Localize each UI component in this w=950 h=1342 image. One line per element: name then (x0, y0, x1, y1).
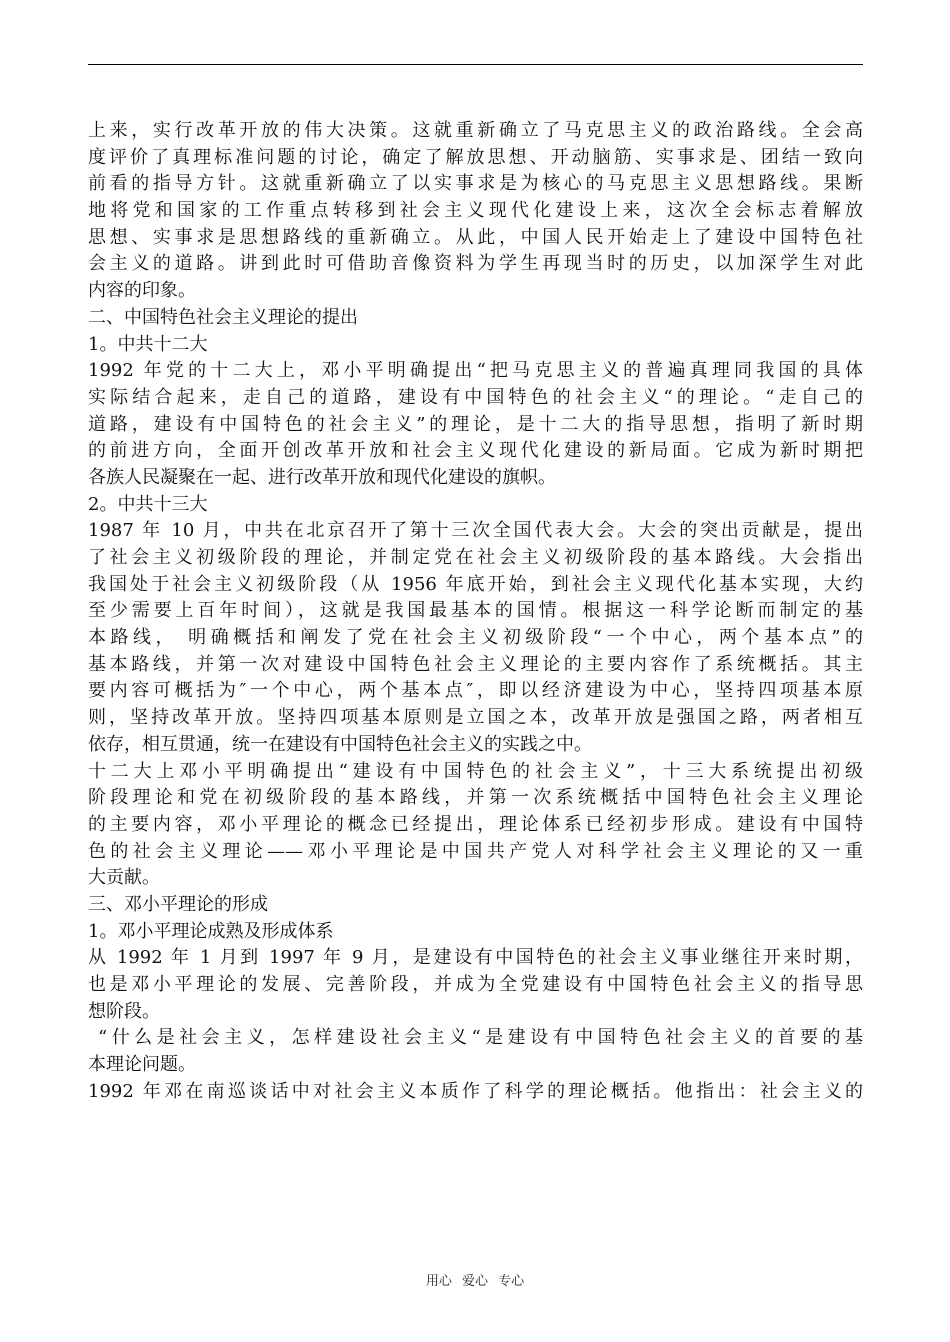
document-body (88, 118, 863, 1105)
text-line: 大贡献。 (88, 867, 160, 889)
text-line: 2。中共十三大 (88, 493, 208, 515)
text-line: 二、中国特色社会主义理论的提出 (88, 306, 358, 328)
header-rule (88, 64, 863, 65)
text-line: 1992 年邓在南巡谈话中对社会主义本质作了科学的理论概括。他指出：社会主义的 (88, 1080, 863, 1102)
text-line: 道路，建设有中国特色的社会主义”的理论，是十二大的指导思想，指明了新时期 (88, 413, 863, 435)
text-line: 想阶段。 (88, 1000, 160, 1022)
text-line: 内容的印象。 (88, 280, 196, 302)
text-line: 十二大上邓小平明确提出“建设有中国特色的社会主义”，十三大系统提出初级 (88, 760, 863, 782)
text-line: 地将党和国家的工作重点转移到社会主义现代化建设上来，这次全会标志着解放 (88, 200, 863, 222)
text-line: 基本路线，并第一次对建设中国特色社会主义理论的主要内容作了系统概括。其主 (88, 653, 863, 675)
text-line: 了社会主义初级阶段的理论，并制定党在社会主义初级阶段的基本路线。大会指出 (88, 547, 863, 568)
text-line: 则，坚持改革开放。坚持四项基本原则是立国之本，改革开放是强国之路，两者相互 (88, 707, 863, 729)
text-line: 从 1992 年 1 月到 1997 年 9 月，是建设有中国特色的社会主义事业继往开来时期， (88, 947, 863, 969)
text-line: 各族人民凝聚在一起、进行改革开放和现代化建设的旗帜。 (88, 466, 556, 488)
text-line: 三、邓小平理论的形成 (88, 893, 268, 915)
page-footer: 用心 爱心 专心 (425, 1274, 525, 1289)
text-line: 依存，相互贯通，统一在建设有中国特色社会主义的实践之中。 (88, 733, 592, 755)
text-line: 的主要内容，邓小平理论的概念已经提出，理论体系已经初步形成。建设有中国特 (88, 813, 863, 835)
text-line: 1。邓小平理论成熟及形成体系 (88, 920, 334, 942)
text-line: 实际结合起来，走自己的道路，建设有中国特色的社会主义“的理论。“走自己的 (88, 386, 863, 408)
text-line: 1。中共十二大 (88, 333, 208, 355)
text-line: 要内容可概括为″一个中心，两个基本点″，即以经济建设为中心，坚持四项基本原 (88, 680, 863, 702)
text-line: 度评价了真理标准问题的讨论，确定了解放思想、开动脑筋、实事求是、团结一致向 (88, 146, 863, 168)
text-line: 我国处于社会主义初级阶段（从 1956 年底开始，到社会主义现代化基本实现，大约 (88, 573, 863, 595)
text-line: 的前进方向，全面开创改革开放和社会主义现代化建设的新局面。它成为新时期把 (88, 440, 863, 462)
text-line: 本理论问题。 (88, 1054, 196, 1076)
text-line: 色的社会主义理论——邓小平理论是中国共产党人对科学社会主义理论的又一重 (88, 840, 863, 862)
text-line: 也是邓小平理论的发展、完善阶段，并成为全党建设有中国特色社会主义的指导思 (88, 974, 863, 995)
text-line: 阶段理论和党在初级阶段的基本路线，并第一次系统概括中国特色社会主义理论 (88, 787, 863, 809)
text-line: 1987 年 10 月，中共在北京召开了第十三次全国代表大会。大会的突出贡献是，提出 (88, 520, 863, 542)
text-line: 本路线， 明确概括和阐发了党在社会主义初级阶段“一个中心，两个基本点”的 (88, 627, 863, 649)
text-line: 思想、实事求是思想路线的重新确立。从此，中国人民开始走上了建设中国特色社 (88, 226, 863, 248)
text-line: “什么是社会主义，怎样建设社会主义“是建设有中国特色社会主义的首要的基 (98, 1027, 863, 1049)
text-line: 上来，实行改革开放的伟大决策。这就重新确立了马克思主义的政治路线。全会高 (88, 120, 863, 141)
text-line: 1992 年党的十二大上，邓小平明确提出“把马克思主义的普遍真理同我国的具体 (88, 360, 863, 382)
text-line: 至少需要上百年时间），这就是我国最基本的国情。根据这一科学论断而制定的基 (88, 600, 863, 622)
text-line: 会主义的道路。讲到此时可借助音像资料为学生再现当时的历史，以加深学生对此 (88, 253, 863, 275)
text-line: 前看的指导方针。这就重新确立了以实事求是为核心的马克思主义思想路线。果断 (88, 173, 863, 195)
